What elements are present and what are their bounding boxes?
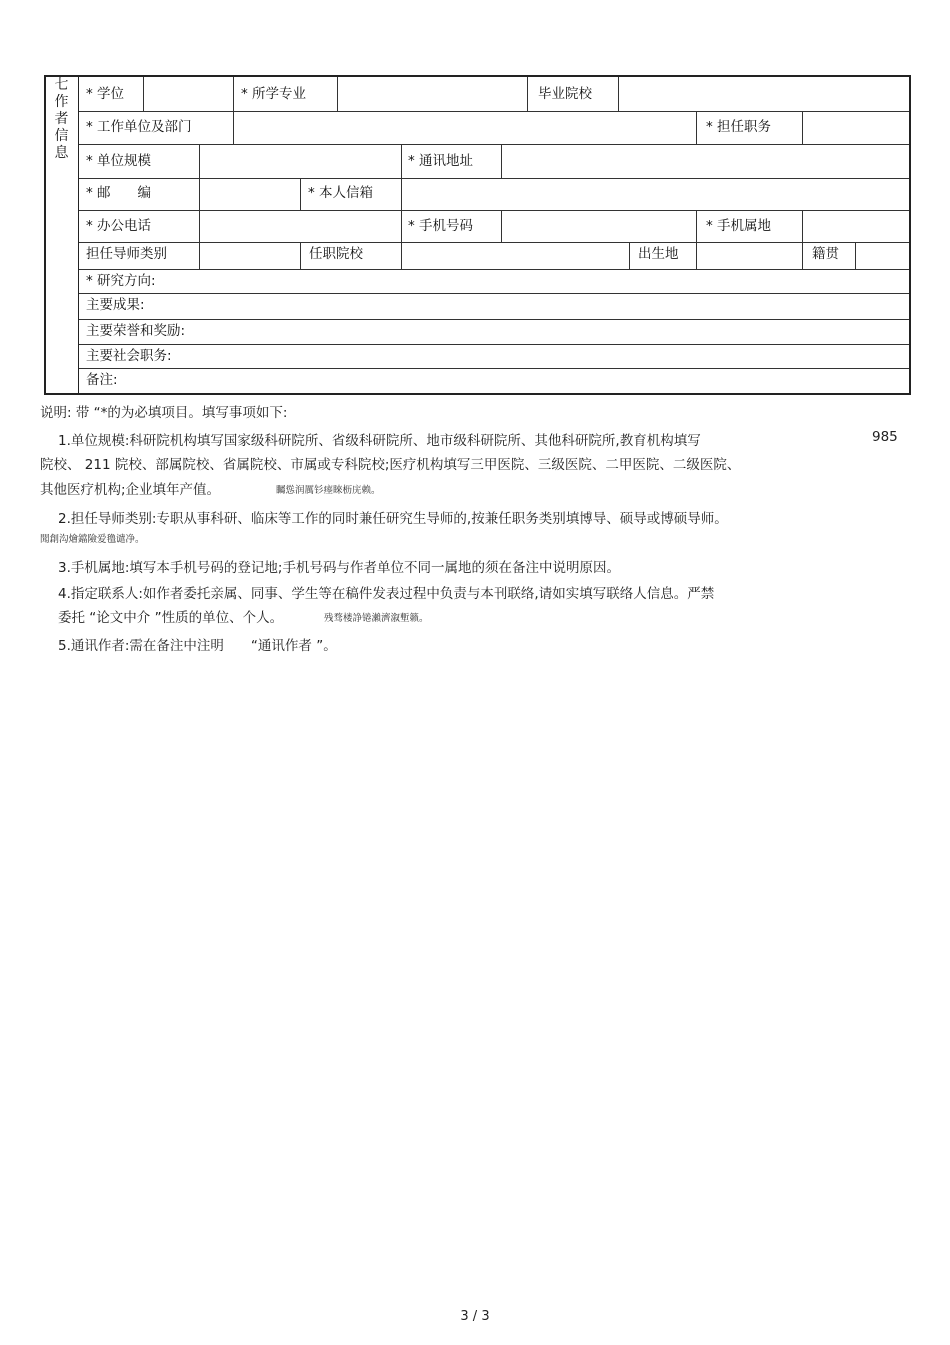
note-2-line-a: 2.担任导师类别:专职从事科研、临床等工作的同时兼任研究生导师的,按兼任职务类别填博导、硕导或博硕导师。 xyxy=(58,511,728,527)
label-email: * 本人信箱 xyxy=(308,185,374,201)
label-work-unit: * 工作单位及部门 xyxy=(86,119,192,135)
form-grid xyxy=(46,77,909,393)
label-position: * 担任职务 xyxy=(706,119,772,135)
label-tutor-type: 担任导师类别 xyxy=(86,246,167,262)
label-honors: 主要荣誉和奖励: xyxy=(86,323,186,339)
note-2-small: 聞創沟燴鐺險爱氇谴净。 xyxy=(40,534,145,545)
label-remarks: 备注: xyxy=(86,372,118,388)
label-research: * 研究方向: xyxy=(86,273,156,289)
label-degree: * 学位 xyxy=(86,86,125,102)
label-unit-scale: * 单位规模 xyxy=(86,153,152,169)
author-info-form xyxy=(44,75,911,395)
notes-intro: 说明: 带 “*的为必填项目。填写事项如下: xyxy=(40,405,288,421)
label-mobile-region: * 手机属地 xyxy=(706,218,772,234)
note-1-line-a: 1.单位规模:科研院机构填写国家级科研院所、省级科研院所、地市级科研院所、其他科研院所,教育机构填写 xyxy=(58,433,701,449)
label-tutor-school: 任职院校 xyxy=(309,246,363,262)
label-major: * 所学专业 xyxy=(241,86,307,102)
label-achievements: 主要成果: xyxy=(86,297,145,313)
page-number: 3 / 3 xyxy=(460,1309,490,1324)
section-label-text: 七 作 者 信 息 xyxy=(54,77,69,161)
label-mobile: * 手机号码 xyxy=(408,218,474,234)
note-5: 5.通讯作者:需在备注中注明 “通讯作者 ”。 xyxy=(58,638,337,654)
label-graduate-school: 毕业院校 xyxy=(538,86,592,102)
label-address: * 通讯地址 xyxy=(408,153,474,169)
note-1-small: 矚慫润厲钐瘗睞枥庑赖。 xyxy=(276,485,381,496)
label-birthplace: 出生地 xyxy=(638,246,679,262)
note-4-line-b: 委托 “论文中介 ”性质的单位、个人。 xyxy=(58,610,284,626)
note-1-line-b: 院校、 211 院校、部属院校、省属院校、市属或专科院校;医疗机构填写三甲医院、三级医院、二甲医院、二级医院、 xyxy=(40,457,741,473)
note-3: 3.手机属地:填写本手机号码的登记地;手机号码与作者单位不同一属地的须在备注中说明原因。 xyxy=(58,560,620,576)
label-social: 主要社会职务: xyxy=(86,348,172,364)
note-1-985: 985 xyxy=(872,429,898,445)
note-4-small: 残骛楼諍锩瀨濟溆塹籟。 xyxy=(324,613,429,624)
note-1-line-c: 其他医疗机构;企业填年产值。 xyxy=(40,482,221,498)
label-office-phone: * 办公电话 xyxy=(86,218,152,234)
label-native-place: 籍贯 xyxy=(812,246,839,262)
note-4-line-a: 4.指定联系人:如作者委托亲属、同事、学生等在稿件发表过程中负责与本刊联络,请如实填写联络人信息。严禁 xyxy=(58,586,715,602)
label-postcode: * 邮 编 xyxy=(86,185,152,201)
